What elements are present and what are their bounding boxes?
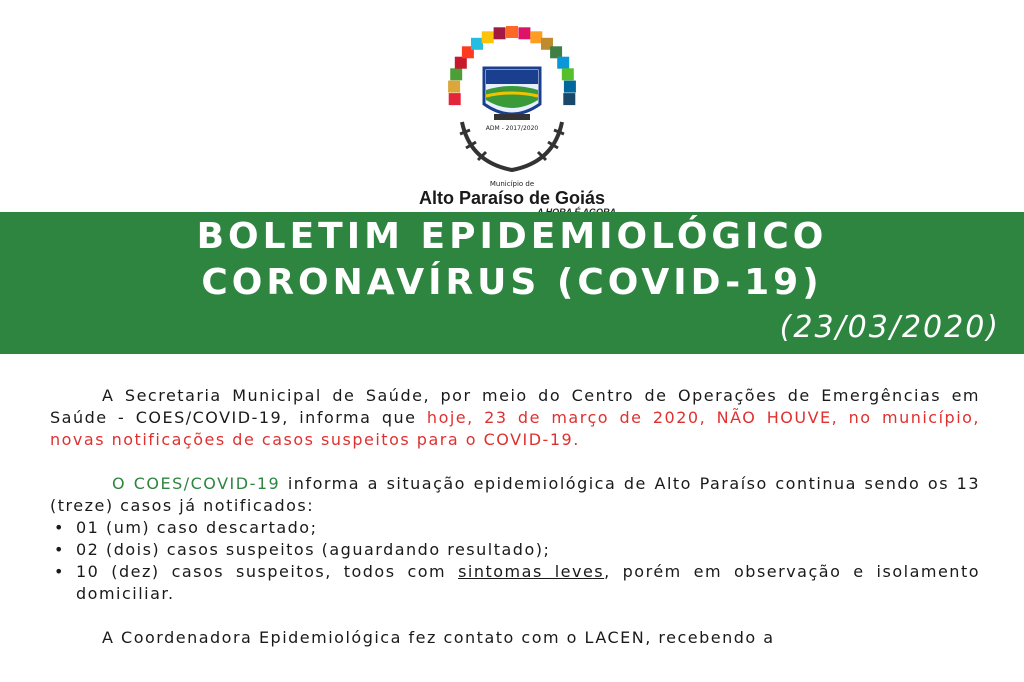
mild-symptoms-text: sintomas leves [458, 562, 605, 581]
sdg-square [557, 57, 569, 69]
intro-text: A Secretaria Municipal de Saúde, por meio do Centro de Operações de Emergências em Saúde - COES/COVID-19, informa que [50, 386, 980, 427]
paragraph-coordinator: A Coordenadora Epidemiológica fez contato com o LACEN, recebendo a [102, 628, 775, 647]
bullet3-tail: , porém em observação e isolamento domiciliar. [76, 562, 981, 603]
bullet3-text: 10 (dez) casos suspeitos, todos com [76, 562, 459, 581]
sdg-square [455, 57, 467, 69]
banner-title-line2: CORONAVÍRUS (COVID-19) [201, 262, 823, 303]
municipal-logo [400, 12, 624, 210]
intro-highlight: hoje, 23 de março de 2020, NÃO HOUVE, no município, novas notificações de casos suspeitos para o COVID-19. [50, 408, 981, 449]
banner-title-line1: BOLETIM EPIDEMIOLÓGICO [196, 216, 828, 257]
case-list [50, 517, 980, 605]
logo-municipality-name: Alto Paraíso de Goiás [418, 188, 606, 208]
sdg-square [449, 93, 461, 105]
paragraph-situation [50, 473, 980, 517]
sdg-square [530, 31, 542, 43]
list-item: • 02 (dois) casos suspeitos (aguardando resultado); [76, 539, 980, 561]
bulletin-body [50, 385, 980, 649]
sdg-square [518, 27, 530, 39]
sdg-square [471, 38, 483, 50]
sdg-square [506, 26, 518, 38]
situation-text: informa a situação epidemiológica de Alto Paraíso continua sendo os 13 (treze) casos já notificados: [50, 474, 980, 515]
sdg-square [482, 31, 494, 43]
sdg-square [563, 93, 575, 105]
sdg-square [450, 68, 462, 80]
coes-label: O COES/COVID-19 [112, 474, 281, 493]
coat-of-arms-icon [400, 12, 624, 180]
list-item [76, 561, 980, 605]
banner-date: (23/03/2020) [779, 310, 1000, 345]
logo-adm: ADM - 2017/2020 [485, 125, 539, 132]
sdg-square [550, 46, 562, 58]
sdg-square [562, 68, 574, 80]
title-banner [0, 212, 1024, 354]
sdg-square [494, 27, 506, 39]
sdg-square [564, 81, 576, 93]
logo-municipio-label: Município de [489, 180, 535, 188]
list-item: • 01 (um) caso descartado; [76, 517, 980, 539]
sdg-square [448, 81, 460, 93]
paragraph-intro [50, 385, 980, 451]
